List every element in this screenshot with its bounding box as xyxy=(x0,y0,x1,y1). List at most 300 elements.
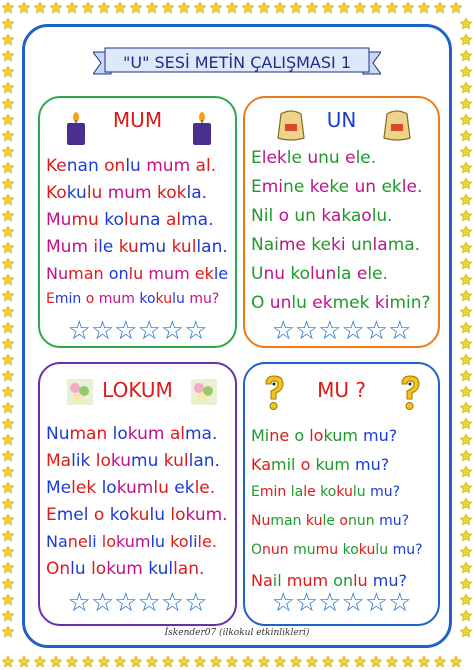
sentence-line xyxy=(251,206,393,226)
syllable: un xyxy=(269,293,292,313)
sentence-line xyxy=(46,156,216,176)
border-star-icon xyxy=(2,450,13,461)
border-star-icon xyxy=(460,194,471,205)
candle-icon xyxy=(64,112,88,146)
sentence-line xyxy=(251,148,376,168)
syllable: Ma xyxy=(46,451,72,471)
border-star-icon xyxy=(34,2,45,13)
border-star-icon xyxy=(460,306,471,317)
footer-credit: İskender07 (ilkokul etkinlikleri) xyxy=(164,628,310,638)
syllable: Me xyxy=(46,478,72,498)
border-star-icon xyxy=(130,2,141,13)
syllable: Mum xyxy=(46,237,94,257)
border-star-icon xyxy=(2,194,13,205)
syllable: kok xyxy=(157,183,187,203)
border-star-icon xyxy=(460,226,471,237)
syllable: Nu xyxy=(46,424,70,444)
border-star-icon xyxy=(460,66,471,77)
syllable: Na xyxy=(251,571,273,590)
syllable: On xyxy=(46,559,71,579)
border-star-icon xyxy=(386,2,397,13)
border-star-icon xyxy=(460,530,471,541)
border-star-icon xyxy=(460,354,471,365)
syllable: ke xyxy=(309,177,330,197)
syllable: ek xyxy=(312,293,333,313)
border-star-icon xyxy=(322,656,333,667)
syllable: le xyxy=(98,237,119,257)
syllable: al xyxy=(169,424,185,444)
border-star-icon xyxy=(460,146,471,157)
syllable: lu xyxy=(86,183,108,203)
syllable: un xyxy=(294,206,322,226)
border-star-icon xyxy=(2,242,13,253)
border-star-icon xyxy=(114,656,125,667)
box-lokum xyxy=(38,362,237,626)
border-star-icon xyxy=(2,290,13,301)
border-star-icon xyxy=(370,2,381,13)
border-star-icon xyxy=(2,386,13,397)
box-mu xyxy=(243,362,440,626)
border-star-icon xyxy=(460,450,471,461)
border-star-icon xyxy=(178,656,189,667)
border-star-icon xyxy=(2,530,13,541)
border-star-icon xyxy=(194,656,205,667)
syllable: ko xyxy=(139,291,156,307)
border-star-icon xyxy=(418,2,429,13)
sentence-line xyxy=(251,235,420,255)
lokum-icon xyxy=(66,378,94,406)
border-star-icon xyxy=(460,50,471,61)
syllable: ne xyxy=(67,532,88,551)
border-star-icon xyxy=(2,434,13,445)
border-star-icon xyxy=(2,130,13,141)
syllable: nun xyxy=(262,542,294,558)
syllable: lu xyxy=(291,293,313,313)
border-star-icon xyxy=(258,2,269,13)
syllable: lo xyxy=(91,559,107,579)
syllable: Na xyxy=(46,532,68,551)
syllable: ka xyxy=(341,206,362,226)
border-star-icon xyxy=(460,258,471,269)
syllable: ne xyxy=(269,426,295,445)
syllable: E xyxy=(46,505,57,525)
syllable: Ka xyxy=(251,455,272,474)
border-star-icon xyxy=(114,2,125,13)
syllable: ek xyxy=(381,177,402,197)
syllable: na xyxy=(139,210,166,230)
border-star-icon xyxy=(460,130,471,141)
syllable: mu? xyxy=(379,513,410,529)
syllable: ne xyxy=(283,177,310,197)
syllable: mu? xyxy=(363,426,398,445)
border-star-icon xyxy=(2,338,13,349)
syllable: un xyxy=(354,177,382,197)
syllable: O xyxy=(251,542,263,558)
border-star-icon xyxy=(66,656,77,667)
border-star-icon xyxy=(210,656,221,667)
border-star-icon xyxy=(66,2,77,13)
syllable: o xyxy=(93,505,110,525)
box-title: MU ? xyxy=(317,378,366,402)
syllable: mu xyxy=(71,210,105,230)
syllable: mum xyxy=(286,571,334,590)
border-star-icon xyxy=(306,2,317,13)
border-star-icon xyxy=(460,434,471,445)
border-star-icon xyxy=(226,656,237,667)
syllable: un xyxy=(350,235,373,255)
border-star-icon xyxy=(2,226,13,237)
border-star-icon xyxy=(2,50,13,61)
syllable: Mu xyxy=(46,210,72,230)
syllable: kul xyxy=(171,237,197,257)
syllable: lan. xyxy=(196,237,228,257)
syllable: le. xyxy=(401,177,423,197)
border-star-icon xyxy=(338,2,349,13)
box-title: MUM xyxy=(112,108,163,132)
border-star-icon xyxy=(460,610,471,621)
box-mum xyxy=(38,96,237,348)
border-star-icon xyxy=(322,2,333,13)
border-star-icon xyxy=(2,594,13,605)
syllable: mu xyxy=(131,451,164,471)
syllable: ma. xyxy=(184,424,218,444)
syllable: kum xyxy=(127,424,170,444)
syllable: mi xyxy=(261,177,284,197)
border-star-icon xyxy=(2,418,13,429)
border-star-icon xyxy=(2,34,13,45)
syllable: lu xyxy=(352,484,371,500)
syllable: u xyxy=(307,148,319,168)
border-star-icon xyxy=(460,210,471,221)
syllable: al xyxy=(165,210,182,230)
syllable: mu? xyxy=(370,484,401,500)
border-star-icon xyxy=(434,656,445,667)
border-star-icon xyxy=(460,242,471,253)
syllable: nu xyxy=(318,148,346,168)
border-star-icon xyxy=(460,338,471,349)
syllable: mu? xyxy=(189,291,220,307)
page-title: "U" SESİ METİN ÇALIŞMASI 1 xyxy=(123,52,351,72)
syllable: mel xyxy=(56,505,94,525)
rating-stars: ☆☆☆☆☆☆ xyxy=(271,588,412,618)
border-star-icon xyxy=(402,656,413,667)
syllable: lu xyxy=(128,264,149,283)
syllable: o xyxy=(278,206,295,226)
syllable: mu? xyxy=(372,571,407,590)
syllable: ku xyxy=(336,484,353,500)
sentence-line xyxy=(251,264,388,284)
syllable: O xyxy=(251,293,270,313)
syllable: lo xyxy=(112,424,128,444)
syllable: mum xyxy=(146,156,196,176)
border-star-icon xyxy=(2,2,13,13)
syllable: Ko xyxy=(46,183,67,203)
border-star-icon xyxy=(460,498,471,509)
syllable: on xyxy=(333,571,354,590)
syllable: ko xyxy=(290,264,311,284)
sentence-line xyxy=(251,542,423,558)
syllable: lu xyxy=(375,542,393,558)
border-star-icon xyxy=(2,578,13,589)
border-star-icon xyxy=(460,82,471,93)
syllable: ku xyxy=(155,291,173,307)
border-star-icon xyxy=(460,290,471,301)
sentence-line xyxy=(251,571,407,590)
syllable: Nu xyxy=(251,513,271,529)
sentence-line xyxy=(46,264,228,283)
border-star-icon xyxy=(338,656,349,667)
syllable: Nil xyxy=(251,206,279,226)
border-star-icon xyxy=(460,34,471,45)
syllable: o xyxy=(85,291,99,307)
border-star-icon xyxy=(2,274,13,285)
syllable: Ke xyxy=(46,156,67,176)
syllable: lek xyxy=(71,478,102,498)
syllable: lo xyxy=(101,478,117,498)
syllable: lek xyxy=(261,148,287,168)
syllable: lu xyxy=(125,156,147,176)
border-star-icon xyxy=(34,656,45,667)
border-star-icon xyxy=(386,656,397,667)
sentence-line xyxy=(46,478,215,498)
syllable: lu xyxy=(123,210,140,230)
border-star-icon xyxy=(2,562,13,573)
sentence-line xyxy=(251,426,397,445)
syllable: i xyxy=(93,237,99,257)
syllable: le xyxy=(213,264,229,283)
syllable: E xyxy=(251,177,262,197)
syllable: E xyxy=(251,148,262,168)
sentence-line xyxy=(251,177,422,197)
syllable: la. xyxy=(186,183,208,203)
syllable: lo xyxy=(309,426,324,445)
sentence-line xyxy=(46,505,228,525)
border-star-icon xyxy=(162,656,173,667)
border-star-icon xyxy=(50,656,61,667)
border-star-icon xyxy=(178,2,189,13)
syllable: min xyxy=(54,291,86,307)
border-star-icon xyxy=(460,402,471,413)
syllable: le xyxy=(286,148,308,168)
candle-icon xyxy=(190,112,214,146)
border-star-icon xyxy=(146,2,157,13)
syllable: la xyxy=(336,264,357,284)
sentence-line xyxy=(46,559,204,579)
border-star-icon xyxy=(2,482,13,493)
border-star-icon xyxy=(146,656,157,667)
border-star-icon xyxy=(450,2,461,13)
rating-stars: ☆☆☆☆☆☆ xyxy=(271,316,412,346)
syllable: ma. xyxy=(181,210,214,230)
border-star-icon xyxy=(460,162,471,173)
border-star-icon xyxy=(2,306,13,317)
syllable: o xyxy=(361,206,372,226)
border-star-icon xyxy=(2,18,13,29)
sentence-line xyxy=(46,291,219,307)
syllable: lo xyxy=(101,532,116,551)
syllable: il xyxy=(272,571,287,590)
syllable: man xyxy=(270,513,306,529)
syllable: ma. xyxy=(387,235,421,255)
syllable: mum xyxy=(148,264,195,283)
syllable: nan xyxy=(66,156,99,176)
border-star-icon xyxy=(460,178,471,189)
syllable: ku xyxy=(305,513,323,529)
syllable: o xyxy=(294,426,310,445)
syllable: min? xyxy=(389,293,431,313)
border-star-icon xyxy=(82,656,93,667)
sentence-line xyxy=(251,455,389,474)
border-star-icon xyxy=(450,656,461,667)
syllable: on xyxy=(108,264,129,283)
syllable: ki xyxy=(331,235,351,255)
border-star-icon xyxy=(2,178,13,189)
border-star-icon xyxy=(402,2,413,13)
border-star-icon xyxy=(460,114,471,125)
lokum-icon xyxy=(190,378,218,406)
syllable: kul xyxy=(163,451,189,471)
sentence-line xyxy=(46,210,213,230)
border-star-icon xyxy=(354,2,365,13)
border-star-icon xyxy=(306,656,317,667)
syllable: e xyxy=(356,264,368,284)
sentence-line xyxy=(46,237,228,257)
syllable: Nai xyxy=(251,235,279,255)
syllable: li xyxy=(87,532,102,551)
border-star-icon xyxy=(460,578,471,589)
syllable: ku xyxy=(118,237,139,257)
syllable: ku xyxy=(66,183,87,203)
syllable: o xyxy=(300,455,316,474)
border-star-icon xyxy=(460,98,471,109)
syllable: lun xyxy=(310,264,337,284)
border-star-icon xyxy=(18,656,29,667)
syllable: man xyxy=(68,264,109,283)
syllable: li xyxy=(188,532,198,551)
syllable: ko xyxy=(104,210,124,230)
border-star-icon xyxy=(242,656,253,667)
syllable: mil xyxy=(271,455,301,474)
border-star-icon xyxy=(274,2,285,13)
syllable: Nu xyxy=(46,264,69,283)
syllable: la xyxy=(290,484,304,500)
border-star-icon xyxy=(460,18,471,29)
border-star-icon xyxy=(434,2,445,13)
syllable: le xyxy=(303,484,321,500)
syllable: kum xyxy=(115,532,151,551)
border-star-icon xyxy=(82,2,93,13)
border-star-icon xyxy=(274,656,285,667)
syllable: le. xyxy=(194,478,216,498)
sentence-line xyxy=(46,183,207,203)
syllable: kul xyxy=(148,559,174,579)
sentence-line xyxy=(46,532,217,551)
border-star-icon xyxy=(2,258,13,269)
border-star-icon xyxy=(418,656,429,667)
sentence-line xyxy=(46,451,220,471)
syllable: le. xyxy=(367,264,388,284)
border-star-icon xyxy=(2,210,13,221)
border-star-icon xyxy=(2,370,13,381)
syllable: mu xyxy=(293,542,316,558)
syllable: lu xyxy=(150,532,171,551)
border-star-icon xyxy=(2,656,13,667)
border-star-icon xyxy=(460,466,471,477)
syllable: kum xyxy=(315,455,356,474)
border-star-icon xyxy=(194,2,205,13)
syllable: ku xyxy=(129,505,150,525)
syllable: ki xyxy=(374,293,390,313)
syllable: nu xyxy=(263,264,291,284)
border-star-icon xyxy=(460,562,471,573)
syllable: mu? xyxy=(355,455,390,474)
syllable: lu xyxy=(70,559,92,579)
syllable: ko xyxy=(109,505,130,525)
border-star-icon xyxy=(2,114,13,125)
border-star-icon xyxy=(2,514,13,525)
flour-sack-icon xyxy=(275,108,307,142)
syllable: ko xyxy=(320,484,337,500)
border-star-icon xyxy=(2,466,13,477)
border-star-icon xyxy=(258,656,269,667)
syllable: me xyxy=(278,235,312,255)
rating-stars: ☆☆☆☆☆☆ xyxy=(67,316,208,346)
syllable: kum xyxy=(323,426,364,445)
question-mark-icon xyxy=(261,374,287,412)
syllable: man xyxy=(69,424,113,444)
border-star-icon xyxy=(2,610,13,621)
syllable: E xyxy=(251,484,260,500)
border-star-icon xyxy=(162,2,173,13)
border-star-icon xyxy=(370,656,381,667)
syllable: ke xyxy=(329,177,355,197)
syllable: kum. xyxy=(185,505,228,525)
syllable: ku xyxy=(358,542,376,558)
box-title: LOKUM xyxy=(102,378,173,402)
syllable: ke xyxy=(311,235,331,255)
syllable: lo xyxy=(95,451,111,471)
border-star-icon xyxy=(2,146,13,157)
syllable: mum xyxy=(98,291,140,307)
border-star-icon xyxy=(460,546,471,557)
border-star-icon xyxy=(290,656,301,667)
syllable: min xyxy=(259,484,291,500)
rating-stars: ☆☆☆☆☆☆ xyxy=(67,588,208,618)
syllable: mu xyxy=(138,237,172,257)
syllable: ku xyxy=(110,451,132,471)
border-star-icon xyxy=(460,418,471,429)
syllable: U xyxy=(251,264,264,284)
syllable: lo xyxy=(170,505,186,525)
syllable: e xyxy=(345,148,356,168)
syllable: lu. xyxy=(371,206,393,226)
border-star-icon xyxy=(2,322,13,333)
border-star-icon xyxy=(242,2,253,13)
border-star-icon xyxy=(460,322,471,333)
syllable: mek xyxy=(332,293,375,313)
syllable: E xyxy=(46,291,55,307)
syllable: kum xyxy=(116,478,154,498)
syllable: le. xyxy=(197,532,217,551)
syllable: on xyxy=(98,156,126,176)
border-star-icon xyxy=(460,482,471,493)
syllable: nun xyxy=(348,513,380,529)
syllable: lan. xyxy=(188,451,220,471)
syllable: lu xyxy=(353,571,373,590)
border-star-icon xyxy=(2,498,13,509)
border-star-icon xyxy=(290,2,301,13)
border-star-icon xyxy=(98,656,109,667)
